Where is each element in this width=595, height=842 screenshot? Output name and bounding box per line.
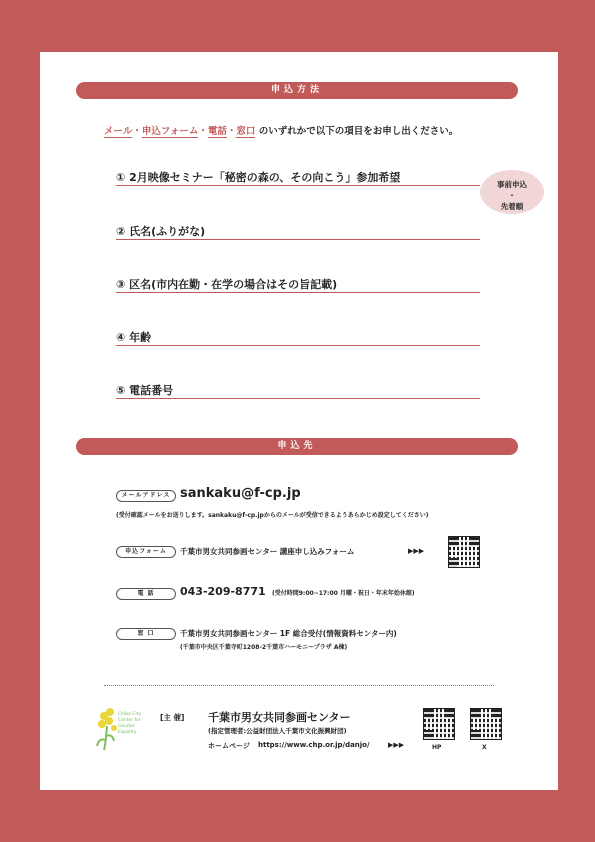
form-label: 申込フォーム [116, 546, 176, 558]
email-label: メールアドレス [116, 490, 176, 502]
homepage-arrow-icon: ▶▶▶ [388, 741, 405, 749]
section-header-application-method: 申込方法 [76, 82, 518, 99]
center-logo [94, 704, 150, 754]
window-address: (千葉市中央区千葉寺町1208-2千葉市ハーモニープラザ A棟) [180, 644, 348, 651]
homepage-url-link[interactable]: https://www.chp.or.jp/danjo/ [258, 741, 370, 749]
intro-window: 窓口 [236, 126, 256, 137]
form-item-2: ② 氏名(ふりがな) [116, 223, 480, 240]
window-location: 千葉市男女共同参画センター 1F 総合受付(情報資料センター内) [180, 629, 397, 638]
tel-number[interactable]: 043-209-8771 [180, 585, 266, 598]
tel-hours-note: (受付時間9:00~17:00 月曜・祝日・年末年始休館) [272, 590, 415, 597]
intro-rest: のいずれかで以下の項目をお申し出ください。 [258, 126, 459, 137]
qr-hp-label: HP [432, 744, 442, 751]
form-item-3: ③ 区名(市内在勤・在学の場合はその旨記載) [116, 276, 480, 293]
intro-mail: メール [104, 126, 133, 137]
divider [104, 685, 494, 686]
section-header-destination: 申込先 [76, 438, 518, 455]
form-qr-code[interactable] [448, 536, 480, 568]
flyer-page [40, 52, 558, 790]
intro-form: 申込フォーム [141, 126, 199, 137]
qr-x-label: X [482, 744, 487, 751]
advance-registration-badge: 事前申込 ・ 先着順 [480, 170, 544, 214]
form-item-4: ④ 年齢 [116, 329, 480, 346]
organizer-name: 千葉市男女共同参画センター [208, 711, 351, 724]
intro-tel: 電話 [207, 126, 227, 137]
form-item-5: ⑤ 電話番号 [116, 382, 480, 399]
x-qr-code[interactable] [470, 708, 502, 740]
email-note: (受付確認メールをお送りします。sankaku@f-cp.jpからのメールが受信できるようあらかじめ設定してください) [116, 512, 429, 519]
application-form-link[interactable]: 千葉市男女共同参画センター 講座申し込みフォーム [180, 547, 355, 556]
form-item-1: ① 2月映像セミナー「秘密の森の、その向こう」参加希望 [116, 169, 480, 186]
tel-label: 電 話 [116, 588, 176, 600]
application-intro: メール・申込フォーム・電話・窓口 のいずれかで以下の項目をお申し出ください。 [104, 126, 459, 137]
logo-text: Chiba City Center for Gender Equality [118, 712, 142, 735]
organizer-label: [主 催] [160, 713, 185, 722]
form-arrow-icon: ▶▶▶ [408, 547, 425, 555]
homepage-label: ホームページ [208, 742, 250, 750]
window-label: 窓 口 [116, 628, 176, 640]
email-address-link[interactable]: sankaku@f-cp.jp [180, 486, 301, 501]
organizer-manager: (指定管理者:公益財団法人千葉市文化振興財団) [208, 727, 347, 735]
homepage-qr-code[interactable] [423, 708, 455, 740]
